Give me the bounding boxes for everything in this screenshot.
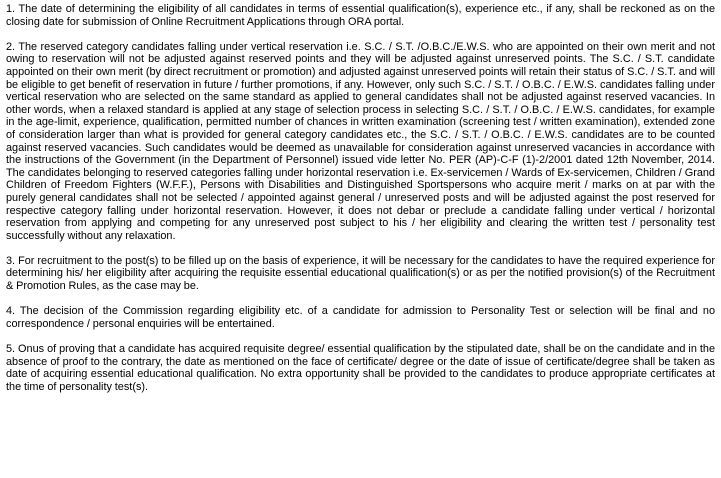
paragraph-1-eligibility-date: 1. The date of determining the eligibility of all candidates in terms of essential qualification(s), experience etc., if any, shall be reckoned as on the closing date for submission of Online Recruitment Applications through ORA portal.: [6, 3, 715, 28]
paragraph-2-reservation: 2. The reserved category candidates falling under vertical reservation i.e. S.C. / S.T. /O.B.C./E.W.S. who are appointed on their own merit and not owing to reservation will not be adjusted against reserved points and they will be adjusted against unreserved points. The S.C. / S.T. candidate appointed on their own merit (by direct recruitment or promotion) and adjusted against unreserved points will retain their status of S.C. / S.T. and will be eligible to get benefit of reservation in future / further promotions, if any. However, only such S.C. / S.T. / O.B.C. / E.W.S. candidates falling under vertical reservation who are selected on the same standard as applied to general candidates shall not be adjusted against reserved vacancies. In other words, when a relaxed standard is applied at any stage of selection process in selecting S.C. / S.T. / O.B.C. / E.W.S. candidates, for example in the age-limit, experience, qualification, permitted number of chances in written examination (screening test / written examination), extended zone of consideration larger than what is provided for general category candidates etc., the S.C. / S.T. / O.B.C. / E.W.S. candidates are to be counted against reserved vacancies. Such candidates would be deemed as unavailable for consideration against unreserved vacancies in accordance with the instructions of the Government (in the Department of Personnel) issued vide letter No. PER (AP)-C-F (1)-2/2001 dated 12th November, 2014. The candidates belonging to reserved categories falling under horizontal reservation i.e. Ex-servicemen / Wards of Ex-servicemen, Children / Grand Children of Freedom Fighters (W.F.F.), Persons with Disabilities and Distinguished Sportspersons who acquire merit / marks on at par with the purely general candidates shall not be selected / appointed against general / unreserved posts and will be adjusted against the post reserved for respective category falling under horizontal reservation. However, it does not debar or preclude a candidate falling under vertical / horizontal reservation from applying and competing for any unreserved post subject to his / her eligibility and clearing the written test / personality test successfully without any relaxation.: [6, 40, 715, 242]
paragraph-4-commission-decision: 4. The decision of the Commission regarding eligibility etc. of a candidate for admission to Personality Test or selection will be final and no correspondence / personal enquiries will be entertained.: [6, 305, 715, 330]
paragraph-3-experience: 3. For recruitment to the post(s) to be filled up on the basis of experience, it will be necessary for the candidates to have the required experience for determining his/ her eligibility after acquiring the requisite essential educational qualification(s) or as per the notified provision(s) of the Recruitment & Promotion Rules, as the case may be.: [6, 254, 715, 293]
paragraph-5-onus-of-proof: 5. Onus of proving that a candidate has acquired requisite degree/ essential qualification by the stipulated date, shall be on the candidate and in the absence of proof to the contrary, the date as mentioned on the face of certificate/ degree or the date of issue of certificate/degree shall be taken as date of acquiring essential educational qualification. No extra opportunity shall be provided to the candidates to produce appropriate certificates at the time of personality test(s).: [6, 343, 715, 393]
document-body: [6, 3, 715, 393]
